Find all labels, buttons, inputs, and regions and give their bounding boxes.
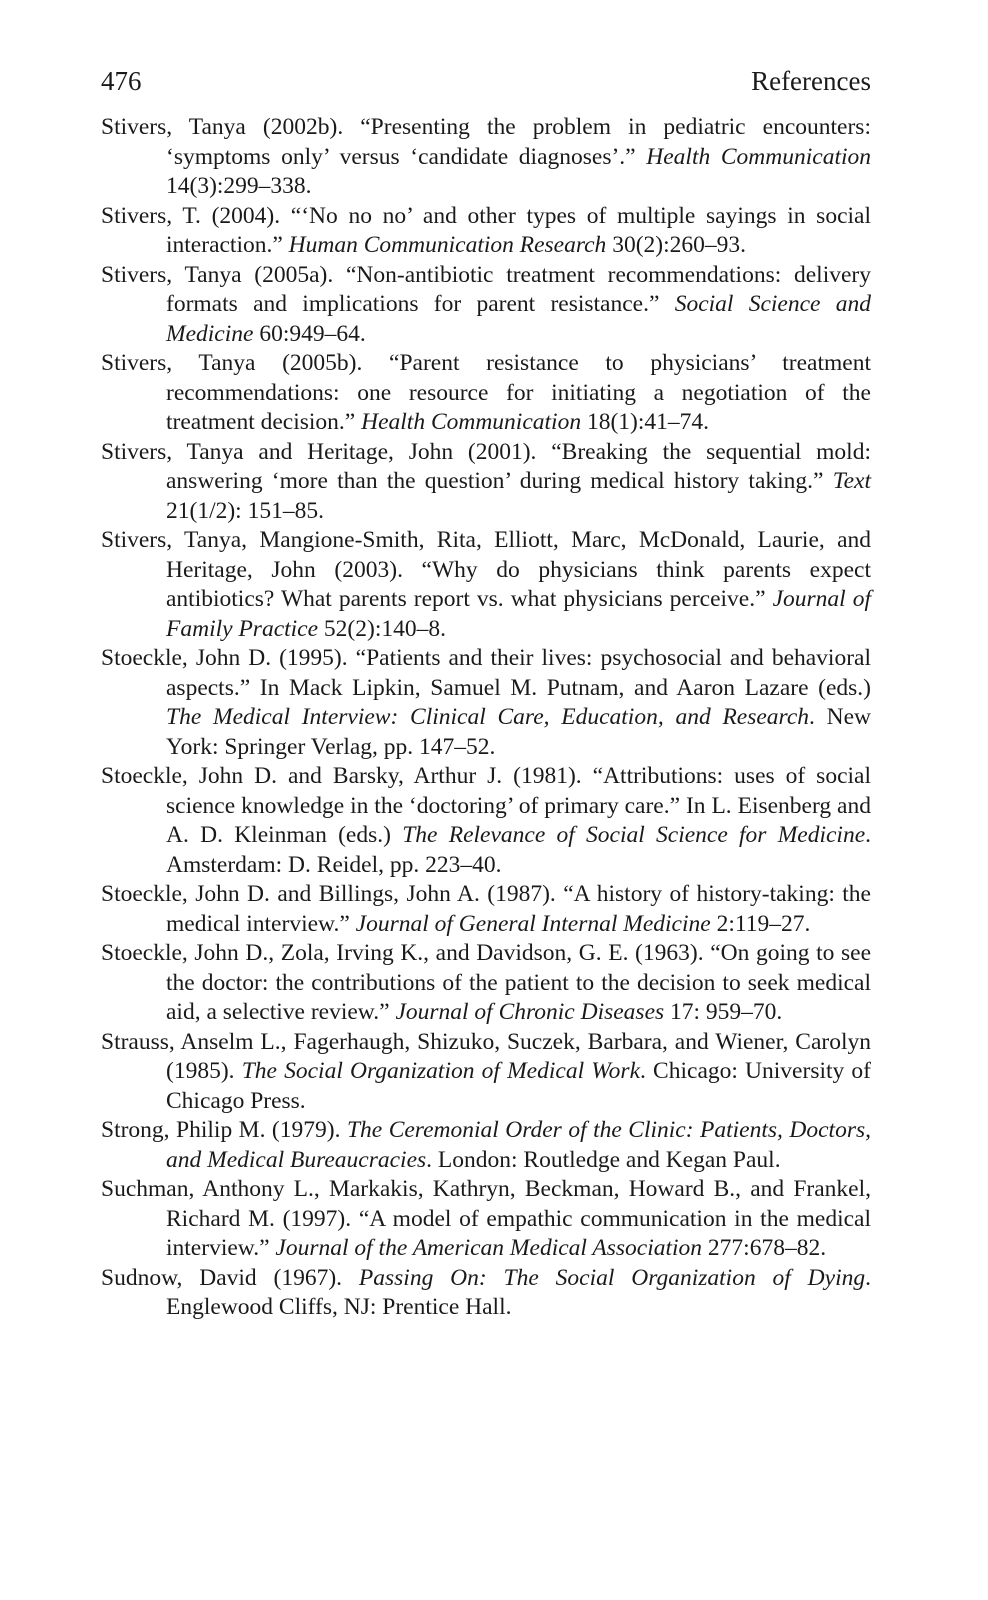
- reference-details: 21(1/2): 151–85.: [166, 497, 324, 524]
- reference-entry: [101, 1175, 871, 1264]
- reference-title: The Medical Interview: Clinical Care, Education, and Research: [166, 704, 810, 730]
- reference-entry: [101, 438, 871, 527]
- reference-title: Text: [832, 468, 871, 494]
- reference-details: 52(2):140–8.: [318, 615, 446, 642]
- reference-details: . Englewood Cliffs, NJ: Prentice Hall.: [166, 1264, 871, 1320]
- reference-title: The Social Organization of Medical Work: [241, 1058, 641, 1084]
- reference-details: . London: Routledge and Kegan Paul.: [426, 1146, 781, 1173]
- reference-text: Strong, Philip M. (1979).: [101, 1117, 347, 1143]
- reference-details: . Amsterdam: D. Reidel, pp. 223–40.: [166, 822, 871, 878]
- section-title: References: [751, 66, 871, 96]
- reference-title: Health Communication: [361, 409, 582, 435]
- reference-text: Stivers, Tanya (2005a). “Non-antibiotic treatment recommendations: delivery formats and implications for parent resistance.”: [101, 261, 871, 317]
- reference-details: 18(1):41–74.: [581, 409, 710, 435]
- reference-entry: [101, 1264, 871, 1323]
- book-page: [101, 62, 871, 1323]
- reference-details: . Chicago: University of Chicago Press.: [166, 1058, 872, 1114]
- reference-text: Stoeckle, John D. and Barsky, Arthur J. (1981). “Attributions: uses of social science knowledge in the ‘doctoring’ of primary care.” In L. Eisenberg and A. D. Kleinman (eds.): [101, 763, 871, 848]
- reference-entry: [101, 113, 871, 202]
- reference-title: Human Communication Research: [288, 232, 607, 258]
- reference-text: Stivers, Tanya (2005b). “Parent resistance to physicians’ treatment recommendations: one resource for initiating a negotiation of the treatment decision.”: [101, 350, 871, 435]
- reference-title: Passing On: The Social Organization of Dying: [358, 1264, 866, 1291]
- reference-title: Health Communication: [646, 143, 872, 170]
- reference-title: The Ceremonial Order of the Clinic: Patients, Doctors, and Medical Bureaucracies: [166, 1117, 871, 1173]
- reference-title: Social Science and Medicine: [166, 291, 871, 347]
- page-number: 476: [101, 66, 142, 96]
- reference-text: Stivers, Tanya, Mangione-Smith, Rita, Elliott, Marc, McDonald, Laurie, and Heritage, John (2003). “Why do physicians think parents expect antibiotics? What parents report vs. what physicians perceive.”: [101, 527, 871, 612]
- reference-entry: [101, 349, 871, 438]
- reference-title: Journal of the American Medical Association: [275, 1235, 703, 1261]
- reference-entry: [101, 1116, 871, 1175]
- reference-entry: [101, 939, 871, 1028]
- reference-title: Journal of Family Practice: [166, 586, 871, 642]
- reference-entry: [101, 1028, 871, 1117]
- running-head: [101, 62, 871, 100]
- reference-text: Stoeckle, John D., Zola, Irving K., and Davidson, G. E. (1963). “On going to see the doctor: the contributions of the patient to the decision to seek medical aid, a selective review.”: [101, 940, 871, 1025]
- reference-text: Suchman, Anthony L., Markakis, Kathryn, Beckman, Howard B., and Frankel, Richard M. (1997). “A model of empathic communication in the medical interview.”: [101, 1176, 871, 1261]
- reference-text: Stoeckle, John D. and Billings, John A. (1987). “A history of history-taking: the medical interview.”: [101, 881, 871, 937]
- reference-details: 14(3):299–338.: [166, 173, 312, 199]
- reference-text: Stoeckle, John D. (1995). “Patients and their lives: psychosocial and behavioral aspects.” In Mack Lipkin, Samuel M. Putnam, and Aaron Lazare (eds.): [101, 645, 871, 701]
- reference-entry: [101, 762, 871, 880]
- reference-details: . New York: Springer Verlag, pp. 147–52.: [166, 704, 872, 760]
- reference-details: 30(2):260–93.: [606, 232, 746, 258]
- reference-details: 277:678–82.: [702, 1235, 827, 1261]
- reference-text: Stivers, Tanya (2002b). “Presenting the problem in pediatric encounters: ‘symptoms only’ versus ‘candidate diagnoses’.”: [101, 114, 871, 170]
- reference-title: The Relevance of Social Science for Medicine: [402, 822, 866, 848]
- reference-text: Sudnow, David (1967).: [101, 1264, 359, 1291]
- reference-text: Strauss, Anselm L., Fagerhaugh, Shizuko, Suczek, Barbara, and Wiener, Carolyn (1985).: [101, 1028, 871, 1084]
- reference-entry: [101, 880, 871, 939]
- reference-entry: [101, 202, 871, 261]
- reference-title: Journal of Chronic Diseases: [395, 999, 665, 1025]
- reference-details: 2:119–27.: [710, 910, 811, 937]
- reference-title: Journal of General Internal Medicine: [355, 910, 711, 937]
- reference-details: 17: 959–70.: [664, 999, 783, 1025]
- reference-entry: [101, 261, 871, 350]
- reference-text: Stivers, Tanya and Heritage, John (2001). “Breaking the sequential mold: answering ‘more than the question’ during medical history taking.”: [101, 438, 871, 494]
- reference-details: 60:949–64.: [253, 320, 366, 347]
- reference-list: [101, 113, 871, 1323]
- reference-entry: [101, 526, 871, 644]
- reference-text: Stivers, T. (2004). “‘No no no’ and other types of multiple sayings in social interaction.”: [101, 202, 871, 258]
- reference-entry: [101, 644, 871, 762]
